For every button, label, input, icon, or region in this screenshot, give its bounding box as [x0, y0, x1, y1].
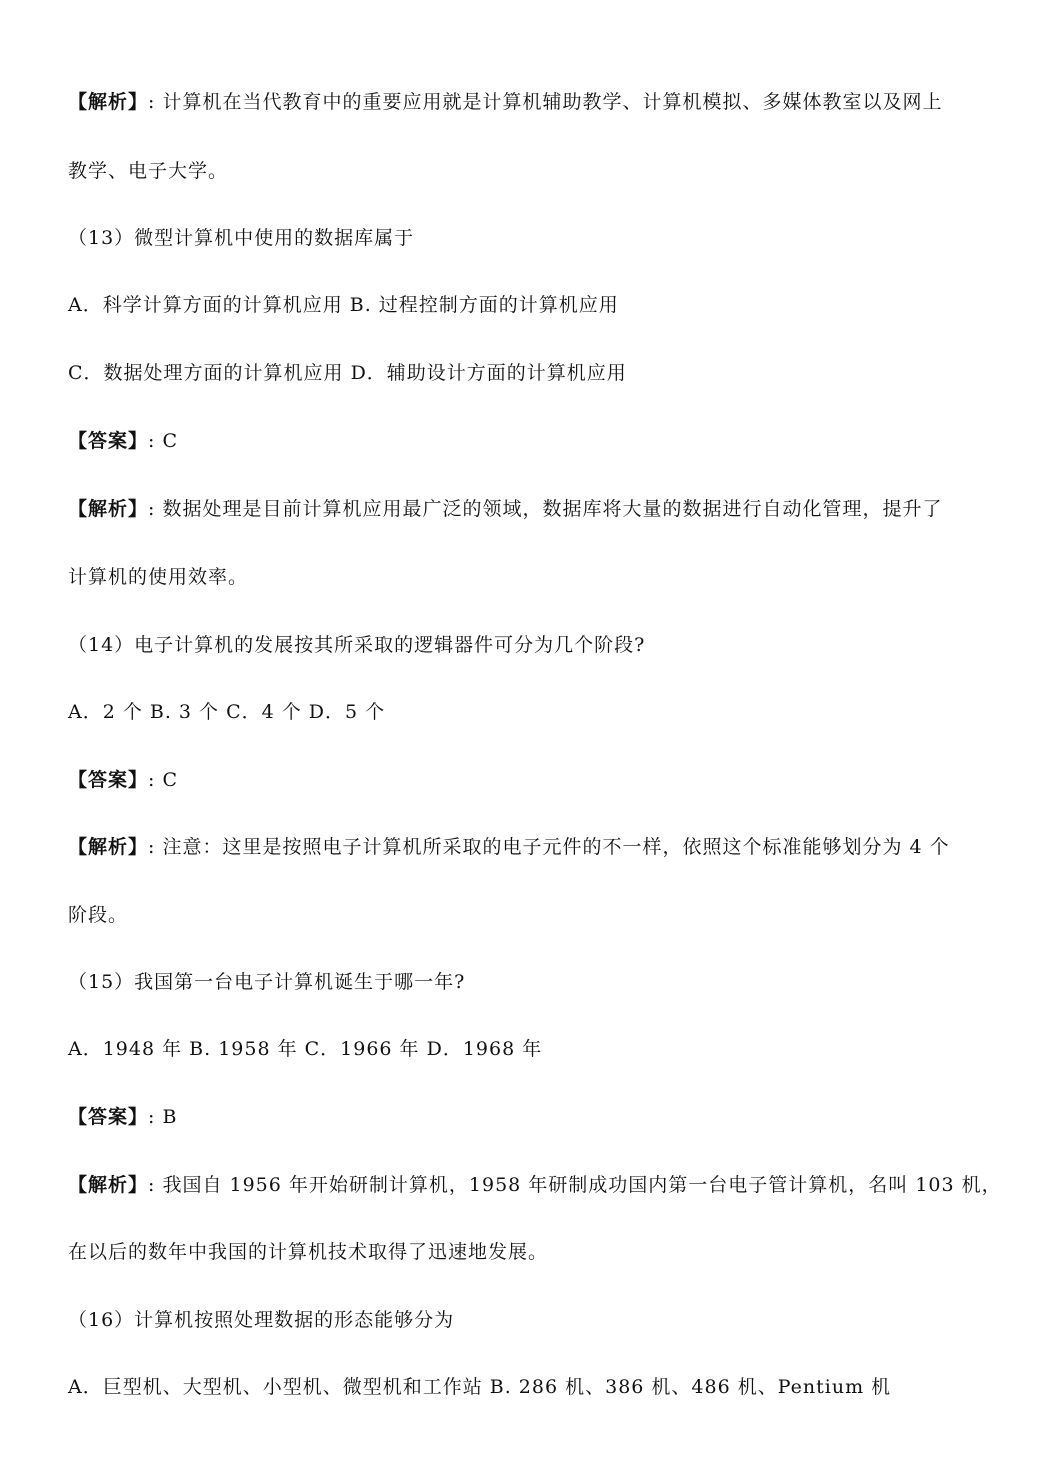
q14-question: （14）电子计算机的发展按其所采取的逻辑器件可分为几个阶段? — [68, 634, 646, 656]
analysis-label: 【解析】 — [68, 498, 149, 520]
answer-value: : C — [148, 769, 178, 791]
analysis-label: 【解析】 — [68, 836, 149, 858]
q12-analysis-line-2: 教学、电子大学。 — [68, 160, 229, 182]
answer-label: 【答案】 — [68, 1106, 149, 1128]
analysis-label: 【解析】 — [68, 1174, 149, 1196]
q16-options-line-1: A．巨型机、大型机、小型机、微型机和工作站 B. 286 机、386 机、486 机、Pentium 机 — [68, 1376, 892, 1398]
q12-analysis-line-1 — [68, 87, 984, 117]
q14-analysis-line-2: 阶段。 — [68, 904, 129, 926]
answer-label: 【答案】 — [68, 430, 149, 452]
q13-answer — [68, 426, 984, 456]
answer-label: 【答案】 — [68, 769, 149, 791]
q15-question: （15）我国第一台电子计算机诞生于哪一年? — [68, 971, 466, 993]
q15-options-line-1: A．1948 年 B. 1958 年 C．1966 年 D．1968 年 — [68, 1038, 543, 1060]
analysis-text: : 数据处理是目前计算机应用最广泛的领域，数据库将大量的数据进行自动化管理，提升了 — [148, 498, 943, 520]
analysis-text: : 我国自 1956 年开始研制计算机，1958 年研制成功国内第一台电子管计算机，名叫 103 机， — [148, 1174, 1002, 1196]
q13-options-line-1: A．科学计算方面的计算机应用 B. 过程控制方面的计算机应用 — [68, 294, 619, 316]
answer-value: : B — [148, 1106, 178, 1128]
q14-options-line-1: A．2 个 B. 3 个 C．4 个 D．5 个 — [68, 701, 386, 723]
q15-analysis-line-1 — [68, 1170, 1002, 1200]
q15-analysis-line-2: 在以后的数年中我国的计算机技术取得了迅速地发展。 — [68, 1241, 549, 1263]
q13-analysis-line-1 — [68, 494, 984, 524]
analysis-text: : 注意：这里是按照电子计算机所采取的电子元件的不一样，依照这个标准能够划分为 4 个 — [148, 836, 950, 858]
analysis-label: 【解析】 — [68, 91, 149, 113]
q13-analysis-line-2: 计算机的使用效率。 — [68, 566, 249, 588]
analysis-text: : 计算机在当代教育中的重要应用就是计算机辅助教学、计算机模拟、多媒体教室以及网上 — [148, 91, 943, 113]
q15-answer — [68, 1102, 984, 1132]
q16-question: （16）计算机按照处理数据的形态能够分为 — [68, 1309, 455, 1331]
q14-answer — [68, 765, 984, 795]
q13-options-line-2: C．数据处理方面的计算机应用 D．辅助设计方面的计算机应用 — [68, 362, 627, 384]
answer-value: : C — [148, 430, 178, 452]
q14-analysis-line-1 — [68, 832, 984, 862]
q13-question: （13）微型计算机中使用的数据库属于 — [68, 227, 415, 249]
